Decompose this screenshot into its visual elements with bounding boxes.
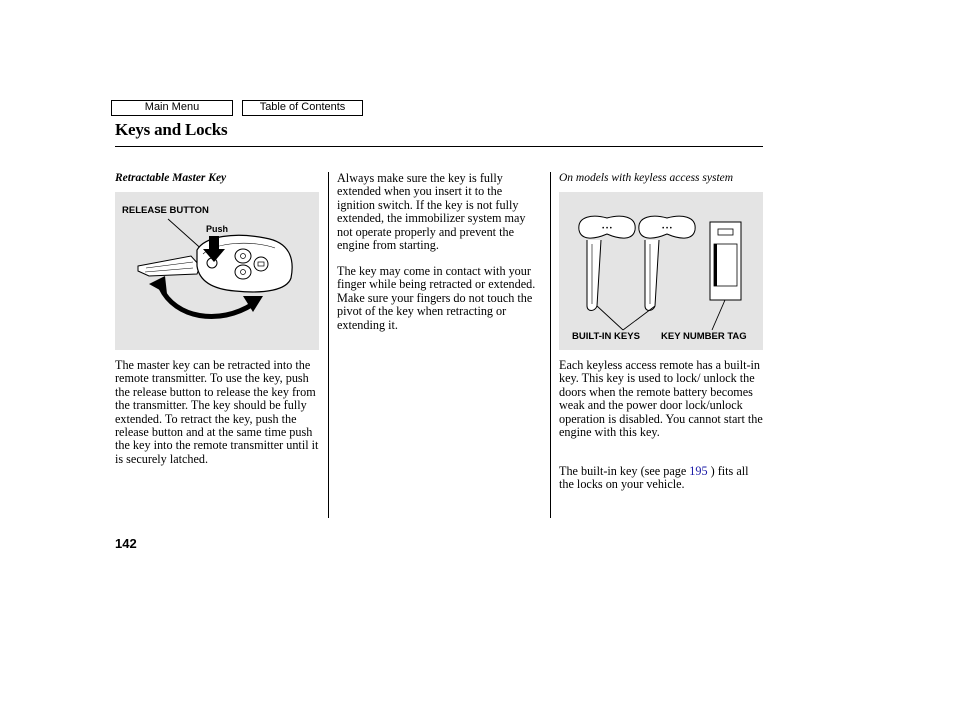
title-divider [115,146,763,147]
page-195-link[interactable]: 195 [689,464,708,478]
key-number-tag-label: KEY NUMBER TAG [661,331,747,342]
key-finger-caution-text: The key may come in contact with your finger while being retracted or extended. Make sure your fingers do not touch the pivot of the key when retracting or extending it. [337,264,536,332]
main-menu-button[interactable]: Main Menu [111,100,233,116]
svg-text:• • •: • • • [662,226,672,232]
built-in-keys-label: BUILT-IN KEYS [572,331,640,342]
svg-text:• • •: • • • [602,226,612,232]
release-button-label: RELEASE BUTTON [122,205,209,216]
push-label: Push [206,224,229,234]
built-in-key-figure [559,192,763,350]
keyless-remote-body-text: Each keyless access remote has a built-in key. This key is used to lock/ unlock the doors when the remote battery becomes weak and the power door lock/unlock operation is disabled. You cannot start the engine with this key. [559,358,763,440]
page-number: 142 [115,536,137,551]
key-extended-warning-text: Always make sure the key is fully extended when you insert it to the ignition switch. If the key is not fully extended, the immobilizer system may not operate properly and prevent the engine from starting. [337,171,526,253]
table-of-contents-button[interactable]: Table of Contents [242,100,363,116]
built-in-key-text-end: ) fits all the locks on your vehicle. [559,464,749,492]
section-heading-retractable-master-key: Retractable Master Key [115,172,227,184]
built-in-key-text-start: The built-in key (see page [559,464,687,478]
column-divider-left [328,172,329,518]
built-in-keys-illustration [559,192,763,350]
built-in-key-fits-text [559,465,765,492]
master-key-body-text: The master key can be retracted into the remote transmitter. To use the key, push the release button to release the key from the transmitter. The key should be fully extended. To retract the key, push the release button and at the same time push the key into the remote transmitter until it is securely latched. [115,358,319,466]
master-key-figure [115,192,319,350]
column-divider-right [550,172,551,518]
section-heading-keyless-access: On models with keyless access system [559,172,734,184]
page-title: Keys and Locks [115,120,228,139]
